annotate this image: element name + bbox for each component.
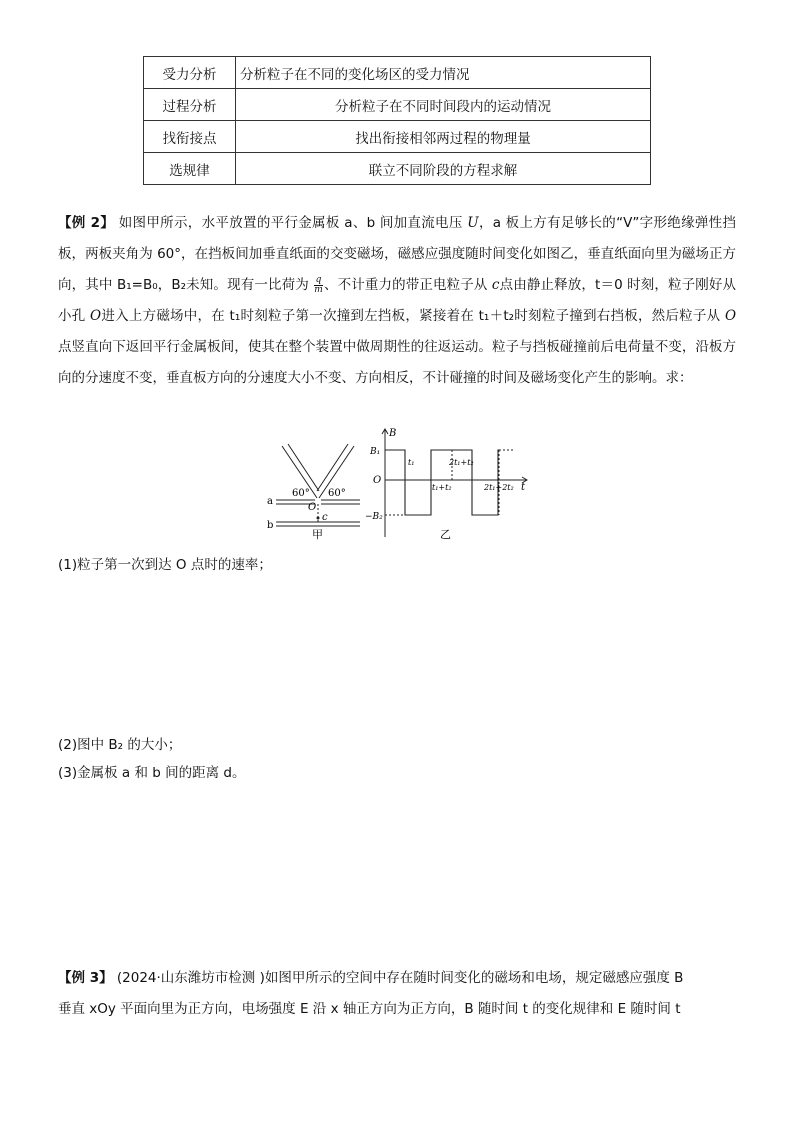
example-2-sentence-3: 未知。现有一比荷为 [186, 277, 309, 293]
figure-yi-caption: 乙 [440, 528, 451, 541]
origin-label: O [373, 475, 382, 486]
example-3-line-1-text: (2024·山东潍坊市检测 )如图甲所示的空间中存在随时间变化的磁场和电场，规定磁感应强度 B [116, 970, 684, 986]
table-key: 选规律 [144, 153, 236, 185]
summary-table [143, 56, 651, 185]
table-value: 分析粒子在不同时间段内的运动情况 [236, 89, 651, 121]
example-3-tag: 【例 3】 [58, 970, 113, 986]
example-2-sentence-5: 点由静止释放，t＝0 时刻，粒子刚好从小孔 [58, 277, 736, 324]
tick-2t1-t2: 2t₁+t₂ [449, 458, 474, 467]
example-3-text [58, 963, 736, 1025]
table-key: 找衔接点 [144, 121, 236, 153]
table-row [144, 57, 651, 89]
point-o-label: O [308, 502, 317, 513]
figure-jia-caption: 甲 [312, 528, 323, 540]
point-c-label: c [322, 512, 328, 523]
figure-yi [365, 425, 535, 543]
table-value: 联立不同阶段的方程求解 [236, 153, 651, 185]
example-3-line-1 [58, 963, 736, 994]
tick-t1-t2: t₁+t₂ [432, 483, 452, 492]
table-value: 分析粒子在不同的变化场区的受力情况 [236, 57, 651, 89]
table-row [144, 153, 651, 185]
point-o-symbol: O [724, 308, 737, 324]
neg-b2-label: −B₂ [365, 512, 383, 522]
angle-right-label: 60° [328, 488, 346, 499]
angle-left-label: 60° [292, 488, 310, 499]
t-axis-label: t [521, 482, 526, 493]
example-2-sentence-4: 、不计重力的带正电粒子从 [323, 277, 488, 293]
table-key: 受力分析 [144, 57, 236, 89]
example-2-sentence-6: 进入上方磁场中，在 t₁时刻粒子第一次撞到左挡板，紧接着在 t₁＋t₂时刻粒子撞到右挡板，然后粒子从 [101, 308, 721, 324]
table-value: 找出衔接相邻两过程的物理量 [236, 121, 651, 153]
point-c [317, 517, 320, 520]
question-3: (3)金属板 a 和 b 间的距离 d。 [58, 765, 246, 781]
example-2-sentence-2: ，a 板上方有足够长的“V”字形绝缘弹性挡板，两板夹角为 60°，在挡板间加垂直纸面的交变磁场，磁感应强度随时间变化如图乙，垂直纸面向里为磁场正方向，其中 [58, 215, 736, 293]
fraction-denominator: m [314, 284, 323, 295]
table-key: 过程分析 [144, 89, 236, 121]
b-axis-label: B [389, 428, 397, 439]
b1-label: B₁ [370, 447, 381, 457]
example-2-sentence-1: 如图甲所示，水平放置的平行金属板 a、b 间加直流电压 [118, 215, 463, 231]
right-baffle-inner [317, 444, 348, 491]
example-3-line-2: 垂直 xOy 平面向里为正方向，电场强度 E 沿 x 轴正方向为正方向，B 随时间 t 的变化规律和 E 随时间 t [58, 1001, 681, 1017]
left-baffle-inner [288, 444, 319, 491]
example-2-text [58, 208, 736, 394]
tick-2t1-2t2: 2t₁+2t₂ [484, 483, 514, 492]
example-2-sentence-7: 点竖直向下返回平行金属板间，使其在整个装置中做周期性的往返运动。粒子与挡板碰撞前后电荷量不变，沿板方向的分速度不变，垂直板方向的分速度大小不变、方向相反，不计碰撞的时间及磁场变化产生的影响。求： [58, 339, 736, 386]
table-row [144, 89, 651, 121]
tick-t1: t₁ [408, 458, 415, 467]
table-row [144, 121, 651, 153]
b-field-equation: B₁=B₀，B₂ [116, 277, 187, 293]
plate-a-label: a [267, 496, 273, 507]
question-1: (1)粒子第一次到达 O 点时的速率； [58, 557, 272, 573]
question-2: (2)图中 B₂ 的大小； [58, 737, 182, 753]
example-2-tag: 【例 2】 [58, 215, 115, 231]
figure-jia [262, 440, 380, 540]
point-o-symbol: O [90, 308, 102, 324]
voltage-symbol: U [467, 215, 479, 231]
fraction-numerator: q [315, 274, 322, 285]
plate-b-label: b [267, 520, 274, 531]
point-c-symbol: c [491, 277, 500, 293]
charge-mass-fraction [314, 276, 323, 295]
